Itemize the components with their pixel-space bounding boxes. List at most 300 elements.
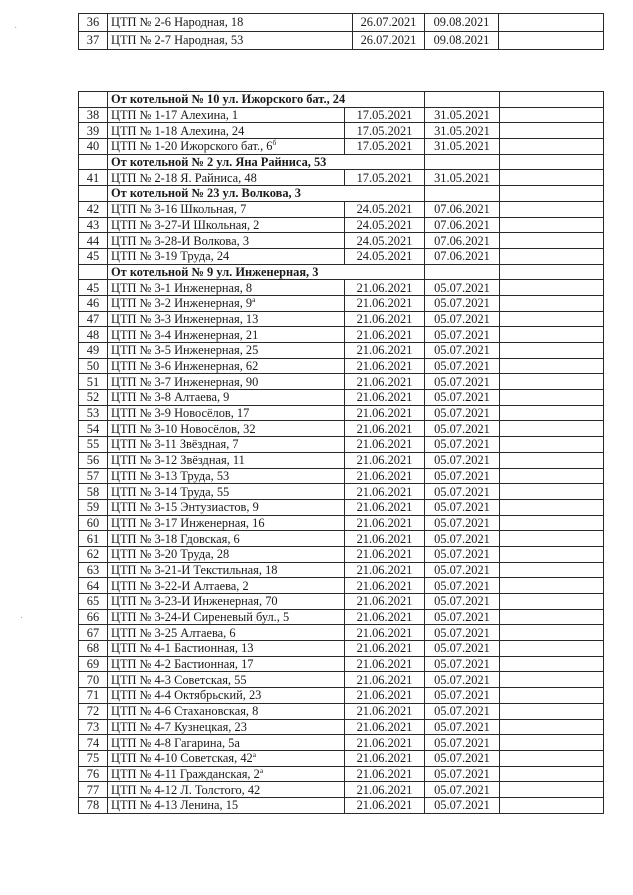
station-name: ЦТП № 1-20 Ижорского бат., 6 [111,139,273,154]
row-number-cell: 45 [79,248,108,264]
table-row [79,452,604,468]
start-date-cell: 21.06.2021 [345,562,425,578]
row-number-cell: 71 [79,688,108,704]
end-date-cell: 05.07.2021 [425,437,500,453]
end-date-cell: 05.07.2021 [425,609,500,625]
notes-cell [500,264,604,280]
station-name: ЦТП № 4-11 Гражданская, 2 [111,766,260,781]
end-date-cell: 05.07.2021 [425,452,500,468]
section-title: От котельной № 2 ул. Яна Райниса, 53 [111,155,327,170]
notes-cell [500,311,604,327]
name-cell [108,123,345,139]
start-date-cell: 21.06.2021 [345,327,425,343]
section-title: От котельной № 9 ул. Инженерная, 3 [111,264,319,279]
table-row [79,719,604,735]
start-date-cell: 26.07.2021 [353,32,425,50]
station-name: ЦТП № 3-25 Алтаева, 6 [111,625,236,640]
notes-cell [500,531,604,547]
end-date-cell: 05.07.2021 [425,468,500,484]
start-date-cell: 21.06.2021 [345,515,425,531]
station-name: ЦТП № 3-27-И Школьная, 2 [111,217,260,232]
table-row [79,609,604,625]
end-date-cell: 05.07.2021 [425,766,500,782]
table-row [79,766,604,782]
name-cell [108,405,345,421]
schedule-table [78,91,604,814]
row-number-cell: 63 [79,562,108,578]
station-name: ЦТП № 4-3 Советская, 55 [111,672,247,687]
row-number-cell: 36 [79,14,108,32]
name-cell [108,139,345,155]
name-cell [108,750,345,766]
station-name: ЦТП № 4-4 Октябрьский, 23 [111,688,262,703]
row-number-cell: 57 [79,468,108,484]
station-name: ЦТП № 4-7 Кузнецкая, 23 [111,719,247,734]
table-row [79,390,604,406]
notes-cell [500,703,604,719]
address-superscript: а [252,750,257,760]
margin-mark: · [14,22,18,33]
start-date-cell: 21.06.2021 [345,343,425,359]
end-date-cell: 31.05.2021 [425,170,500,186]
row-number-cell [79,264,108,280]
notes-cell [500,484,604,500]
notes-cell [500,233,604,249]
table-row [79,797,604,813]
notes-cell [500,766,604,782]
station-name: ЦТП № 3-18 Гдовская, 6 [111,531,240,546]
notes-cell [500,499,604,515]
station-name: ЦТП № 4-1 Бастионная, 13 [111,641,254,656]
end-date-cell: 05.07.2021 [425,562,500,578]
station-name: ЦТП № 3-21-И Текстильная, 18 [111,562,278,577]
table-row [79,782,604,798]
station-name: ЦТП № 4-2 Бастионная, 17 [111,657,254,672]
station-name: ЦТП № 3-9 Новосёлов, 17 [111,406,250,421]
table-row [79,437,604,453]
station-name: ЦТП № 3-11 Звёздная, 7 [111,437,239,452]
station-name: ЦТП № 3-22-И Алтаева, 2 [111,578,249,593]
station-name: ЦТП № 3-16 Школьная, 7 [111,202,247,217]
start-date-cell: 17.05.2021 [345,139,425,155]
row-number-cell: 41 [79,170,108,186]
name-cell [108,311,345,327]
table-row [79,123,604,139]
notes-cell [500,343,604,359]
table-row [79,578,604,594]
name-cell [108,641,345,657]
row-number-cell: 55 [79,437,108,453]
end-date-cell: 31.05.2021 [425,107,500,123]
table-row [79,201,604,217]
start-date-cell: 21.06.2021 [345,594,425,610]
start-date-cell: 21.06.2021 [345,750,425,766]
row-number-cell: 67 [79,625,108,641]
start-date-cell: 21.06.2021 [345,797,425,813]
station-name: ЦТП № 3-17 Инженерная, 16 [111,515,265,530]
notes-cell [500,672,604,688]
end-date-cell: 07.06.2021 [425,217,500,233]
end-date-cell: 05.07.2021 [425,578,500,594]
row-number-cell: 59 [79,499,108,515]
station-name: ЦТП № 4-6 Стахановская, 8 [111,704,259,719]
table-row [79,14,604,32]
row-number-cell: 51 [79,374,108,390]
end-date-cell: 05.07.2021 [425,688,500,704]
station-name: ЦТП № 3-23-И Инженерная, 70 [111,594,278,609]
start-date-cell: 24.05.2021 [345,248,425,264]
notes-cell [500,405,604,421]
section-title: От котельной № 10 ул. Ижорского бат., 24 [111,92,346,107]
margin-mark: · [20,612,24,623]
start-date-cell: 21.06.2021 [345,405,425,421]
row-number-cell: 66 [79,609,108,625]
section-header-row [79,92,604,108]
name-cell [108,782,345,798]
row-number-cell: 45 [79,280,108,296]
name-cell [108,390,345,406]
name-cell [108,546,345,562]
notes-cell [500,735,604,751]
name-cell [108,656,345,672]
notes-cell [500,139,604,155]
start-date-cell: 24.05.2021 [345,201,425,217]
table-row [79,656,604,672]
end-date-cell: 05.07.2021 [425,719,500,735]
table-row [79,374,604,390]
name-cell [108,374,345,390]
name-cell [108,170,345,186]
end-date-cell: 05.07.2021 [425,594,500,610]
station-name: ЦТП № 3-8 Алтаева, 9 [111,390,230,405]
end-date-cell: 05.07.2021 [425,405,500,421]
name-cell [108,358,345,374]
start-date-cell: 21.06.2021 [345,703,425,719]
name-cell [108,703,345,719]
notes-cell [500,295,604,311]
name-cell [108,421,345,437]
start-date-cell: 21.06.2021 [345,295,425,311]
end-date-cell: 05.07.2021 [425,311,500,327]
start-date-cell: 21.06.2021 [345,452,425,468]
name-cell [108,32,353,50]
row-number-cell: 56 [79,452,108,468]
table-row [79,735,604,751]
notes-cell [500,797,604,813]
start-date-cell: 21.06.2021 [345,656,425,672]
row-number-cell: 47 [79,311,108,327]
end-date-cell: 09.08.2021 [425,14,499,32]
name-cell [108,248,345,264]
section-title: От котельной № 23 ул. Волкова, 3 [111,186,301,201]
station-name: ЦТП № 3-28-И Волкова, 3 [111,233,250,248]
name-cell [108,609,345,625]
row-number-cell: 70 [79,672,108,688]
row-number-cell: 69 [79,656,108,672]
start-date-cell: 21.06.2021 [345,672,425,688]
notes-cell [500,609,604,625]
main-table-body [79,92,604,814]
start-date-cell: 21.06.2021 [345,484,425,500]
station-name: ЦТП № 3-2 Инженерная, 9 [111,296,253,311]
table-row [79,688,604,704]
table-row [79,217,604,233]
row-number-cell [79,92,108,108]
section-title-cell [108,92,425,108]
date-cell [425,154,500,170]
end-date-cell: 05.07.2021 [425,421,500,437]
name-cell [108,217,345,233]
name-cell [108,343,345,359]
name-cell [108,578,345,594]
end-date-cell: 05.07.2021 [425,782,500,798]
name-cell [108,688,345,704]
name-cell [108,672,345,688]
end-date-cell: 05.07.2021 [425,280,500,296]
end-date-cell: 05.07.2021 [425,499,500,515]
table-row [79,703,604,719]
row-number-cell: 46 [79,295,108,311]
row-number-cell: 75 [79,750,108,766]
station-name: ЦТП № 2-7 Народная, 53 [111,33,244,47]
notes-cell [500,594,604,610]
name-cell [108,327,345,343]
row-number-cell: 37 [79,32,108,50]
table-row [79,641,604,657]
address-superscript: б [272,138,277,148]
end-date-cell: 05.07.2021 [425,484,500,500]
station-name: ЦТП № 4-8 Гагарина, 5а [111,735,240,750]
start-date-cell: 21.06.2021 [345,609,425,625]
table-row [79,295,604,311]
section-title-cell [108,264,425,280]
row-number-cell: 42 [79,201,108,217]
table-row [79,468,604,484]
notes-cell [500,123,604,139]
table-row [79,139,604,155]
schedule-table-continued [78,13,604,50]
start-date-cell: 17.05.2021 [345,123,425,139]
end-date-cell: 07.06.2021 [425,248,500,264]
start-date-cell: 24.05.2021 [345,233,425,249]
table-row [79,625,604,641]
start-date-cell: 21.06.2021 [345,719,425,735]
row-number-cell: 48 [79,327,108,343]
row-number-cell: 50 [79,358,108,374]
section-title-cell [108,186,425,202]
row-number-cell: 54 [79,421,108,437]
station-name: ЦТП № 3-6 Инженерная, 62 [111,359,259,374]
name-cell [108,452,345,468]
station-name: ЦТП № 3-7 Инженерная, 90 [111,374,259,389]
end-date-cell: 05.07.2021 [425,750,500,766]
start-date-cell: 21.06.2021 [345,688,425,704]
table-row [79,248,604,264]
end-date-cell: 05.07.2021 [425,390,500,406]
table-row [79,343,604,359]
name-cell [108,295,345,311]
name-cell [108,233,345,249]
name-cell [108,625,345,641]
row-number-cell: 74 [79,735,108,751]
end-date-cell: 05.07.2021 [425,343,500,359]
row-number-cell [79,154,108,170]
name-cell [108,437,345,453]
notes-cell [500,201,604,217]
date-cell [425,186,500,202]
end-date-cell: 05.07.2021 [425,515,500,531]
row-number-cell: 38 [79,107,108,123]
notes-cell [500,578,604,594]
station-name: ЦТП № 3-5 Инженерная, 25 [111,343,259,358]
notes-cell [500,625,604,641]
notes-cell [500,92,604,108]
start-date-cell: 21.06.2021 [345,531,425,547]
station-name: ЦТП № 3-15 Энтузиастов, 9 [111,500,259,515]
station-name: ЦТП № 3-20 Труда, 28 [111,547,230,562]
row-number-cell: 44 [79,233,108,249]
notes-cell [500,374,604,390]
name-cell [108,766,345,782]
station-name: ЦТП № 3-13 Труда, 53 [111,468,230,483]
end-date-cell: 05.07.2021 [425,295,500,311]
name-cell [108,107,345,123]
end-date-cell: 31.05.2021 [425,139,500,155]
table-row [79,311,604,327]
table-row [79,170,604,186]
start-date-cell: 17.05.2021 [345,107,425,123]
table-row [79,327,604,343]
notes-cell [500,656,604,672]
station-name: ЦТП № 3-4 Инженерная, 21 [111,327,259,342]
row-number-cell: 72 [79,703,108,719]
end-date-cell: 09.08.2021 [425,32,499,50]
name-cell [108,562,345,578]
end-date-cell: 05.07.2021 [425,625,500,641]
start-date-cell: 26.07.2021 [353,14,425,32]
end-date-cell: 05.07.2021 [425,735,500,751]
end-date-cell: 31.05.2021 [425,123,500,139]
end-date-cell: 07.06.2021 [425,233,500,249]
notes-cell [500,437,604,453]
row-number-cell: 65 [79,594,108,610]
end-date-cell: 05.07.2021 [425,531,500,547]
notes-cell [500,390,604,406]
name-cell [108,14,353,32]
station-name: ЦТП № 2-18 Я. Райниса, 48 [111,170,257,185]
end-date-cell: 05.07.2021 [425,797,500,813]
row-number-cell: 64 [79,578,108,594]
table-row [79,233,604,249]
table-row [79,594,604,610]
station-name: ЦТП № 1-18 Алехина, 24 [111,123,245,138]
notes-cell [500,719,604,735]
table-row [79,562,604,578]
start-date-cell: 21.06.2021 [345,374,425,390]
end-date-cell: 05.07.2021 [425,358,500,374]
start-date-cell: 21.06.2021 [345,499,425,515]
start-date-cell: 21.06.2021 [345,390,425,406]
name-cell [108,499,345,515]
start-date-cell: 21.06.2021 [345,280,425,296]
row-number-cell: 61 [79,531,108,547]
notes-cell [500,280,604,296]
row-number-cell: 62 [79,546,108,562]
row-number-cell: 39 [79,123,108,139]
notes-cell [500,154,604,170]
station-name: ЦТП № 4-10 Советская, 42 [111,751,253,766]
table-row [79,421,604,437]
start-date-cell: 21.06.2021 [345,578,425,594]
address-superscript: а [259,766,264,775]
station-name: ЦТП № 2-6 Народная, 18 [111,15,244,29]
start-date-cell: 21.06.2021 [345,358,425,374]
name-cell [108,515,345,531]
name-cell [108,280,345,296]
end-date-cell: 05.07.2021 [425,656,500,672]
table-row [79,546,604,562]
address-superscript: а [252,295,256,305]
table-row [79,32,604,50]
table-row [79,484,604,500]
table-row [79,405,604,421]
station-name: ЦТП № 4-12 Л. Толстого, 42 [111,782,261,797]
name-cell [108,468,345,484]
row-number-cell: 43 [79,217,108,233]
row-number-cell: 68 [79,641,108,657]
row-number-cell: 52 [79,390,108,406]
notes-cell [500,468,604,484]
row-number-cell: 53 [79,405,108,421]
start-date-cell: 21.06.2021 [345,546,425,562]
station-name: ЦТП № 3-1 Инженерная, 8 [111,280,253,295]
section-title-cell [108,154,425,170]
start-date-cell: 21.06.2021 [345,735,425,751]
station-name: ЦТП № 4-13 Ленина, 15 [111,798,239,813]
station-name: ЦТП № 3-24-И Сиреневый бул., 5 [111,610,290,625]
name-cell [108,735,345,751]
table-row [79,515,604,531]
station-name: ЦТП № 1-17 Алехина, 1 [111,108,239,123]
notes-cell [500,452,604,468]
table-row [79,280,604,296]
notes-cell [500,358,604,374]
name-cell [108,719,345,735]
station-name: ЦТП № 3-10 Новосёлов, 32 [111,421,256,436]
notes-cell [500,562,604,578]
start-date-cell: 21.06.2021 [345,311,425,327]
notes-cell [500,170,604,186]
notes-cell [499,32,604,50]
start-date-cell: 24.05.2021 [345,217,425,233]
notes-cell [500,107,604,123]
end-date-cell: 05.07.2021 [425,546,500,562]
section-header-row [79,264,604,280]
date-cell [425,92,500,108]
row-number-cell: 78 [79,797,108,813]
notes-cell [500,217,604,233]
end-date-cell: 05.07.2021 [425,641,500,657]
notes-cell [500,421,604,437]
section-header-row [79,154,604,170]
row-number-cell: 77 [79,782,108,798]
end-date-cell: 05.07.2021 [425,374,500,390]
row-number-cell: 49 [79,343,108,359]
notes-cell [500,688,604,704]
table-row [79,107,604,123]
table-row [79,531,604,547]
table-row [79,672,604,688]
